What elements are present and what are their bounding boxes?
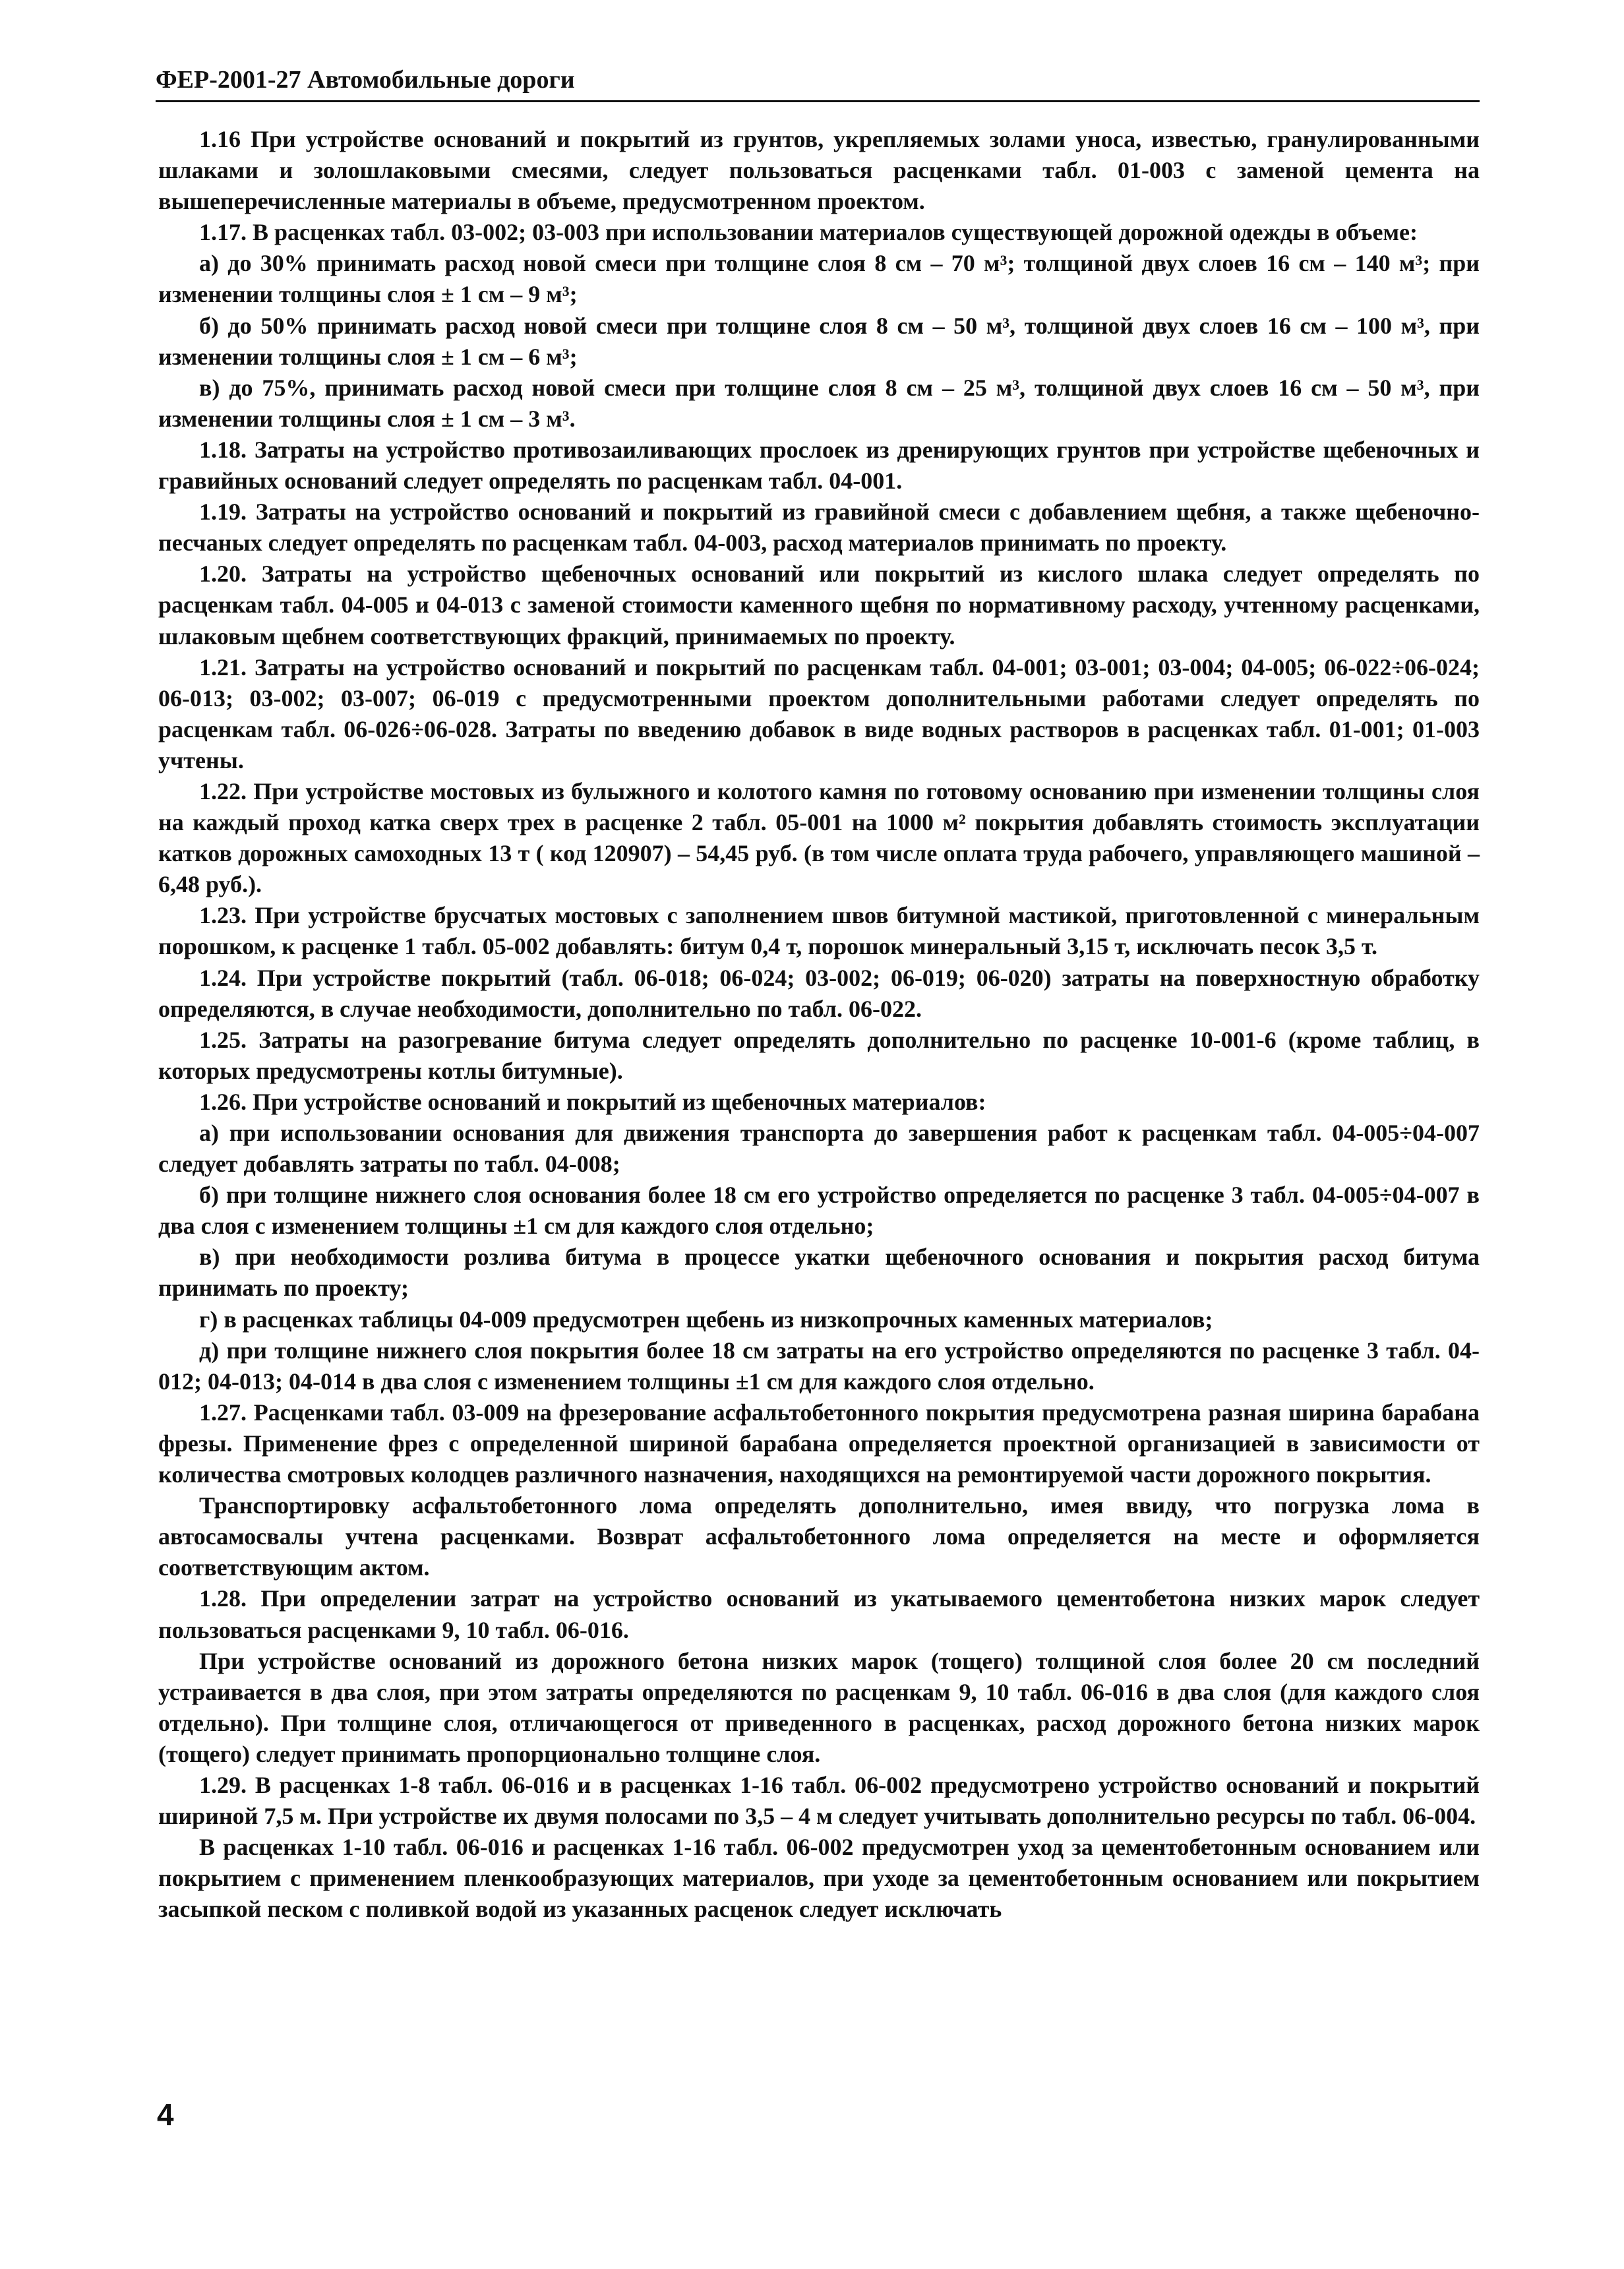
paragraph-1-26-b: б) при толщине нижнего слоя основания более 18 см его устройство определяется по расценке 3 табл. 04-005÷04-007 в два слоя с изменением толщины ±1 см для каждого слоя отдельно; bbox=[158, 1182, 1480, 1240]
paragraph-1-24: 1.24. При устройстве покрытий (табл. 06-018; 06-024; 03-002; 06-019; 06-020) затраты на поверхностную обработку определяются, в случае необходимости, дополнительно по табл. 06-022. bbox=[158, 964, 1480, 1022]
paragraph-1-21: 1.21. Затраты на устройство оснований и покрытий по расценкам табл. 04-001; 03-001; 03-004; 04-005; 06-022÷06-024; 06-013; 03-002; 03-007; 06-019 с предусмотренными проектом дополнительными работами следует определять по расценкам табл. 06-026÷06-028. Затраты по введению добавок в виде водных растворов в расценках табл. 01-001; 01-003 учтены. bbox=[158, 653, 1480, 773]
paragraph-1-16: 1.16 При устройстве оснований и покрытий из грунтов, укрепляемых золами уноса, известью, гранулированными шлаками и золошлаковыми смесями, следует пользоваться расценками табл. 01-003 с заменой цемента на вышеперечисленные материалы в объеме, предусмотренном проектом. bbox=[158, 126, 1480, 215]
paragraph-1-29: 1.29. В расценках 1-8 табл. 06-016 и в расценках 1-16 табл. 06-002 предусмотрено устройство оснований и покрытий шириной 7,5 м. При устройстве их двумя полосами по 3,5 – 4 м следует учитывать дополнительно ресурсы по табл. 06-004. bbox=[158, 1771, 1480, 1830]
page-number: 4 bbox=[157, 2098, 174, 2132]
paragraph-1-26-v: в) при необходимости розлива битума в процессе укатки щебеночного основания и покрытия расход битума принимать по проекту; bbox=[158, 1244, 1480, 1302]
paragraph-1-17: 1.17. В расценках табл. 03-002; 03-003 при использовании материалов существующей дорожной одежды в объеме: bbox=[199, 219, 1418, 246]
paragraph-1-29-care: В расценках 1-10 табл. 06-016 и расценках 1-16 табл. 06-002 предусмотрен уход за цементобетонным основанием или покрытием с применением пленкообразующих материалов, при уходе за цементобетонным основанием или покрытием засыпкой песком с поливкой водой из указанных расценок следует исключать bbox=[158, 1834, 1480, 1923]
paragraph-1-26-d: д) при толщине нижнего слоя покрытия более 18 см затраты на его устройство определяются по расценке 3 табл. 04-012; 04-013; 04-014 в два слоя с изменением толщины ±1 см для каждого слоя отдельно. bbox=[158, 1337, 1480, 1395]
paragraph-1-17-v: в) до 75%, принимать расход новой смеси при толщине слоя 8 см – 25 м³, толщиной двух слоев 16 см – 50 м³, при изменении толщины слоя ± 1 см – 3 м³. bbox=[158, 374, 1480, 432]
paragraph-1-17-a: а) до 30% принимать расход новой смеси при толщине слоя 8 см – 70 м³; толщиной двух слоев 16 см – 140 м³; при изменении толщины слоя ± 1 см – 9 м³; bbox=[158, 250, 1480, 308]
paragraph-1-23: 1.23. При устройстве брусчатых мостовых с заполнением швов битумной мастикой, приготовленной с минеральным порошком, к расценке 1 табл. 05-002 добавлять: битум 0,4 т, порошок минеральный 3,15 т, исключать песок 3,5 т. bbox=[158, 902, 1480, 960]
paragraph-1-28: 1.28. При определении затрат на устройство оснований из укатываемого цементобетона низких марок следует пользоваться расценками 9, 10 табл. 06-016. bbox=[158, 1585, 1480, 1643]
paragraph-1-26-g: г) в расценках таблицы 04-009 предусмотрен щебень из низкопрочных каменных материалов; bbox=[199, 1306, 1213, 1333]
paragraph-1-17-b: б) до 50% принимать расход новой смеси при толщине слоя 8 см – 50 м³, толщиной двух слоев 16 см – 100 м³, при изменении толщины слоя ± 1 см – 6 м³; bbox=[158, 312, 1480, 370]
paragraph-1-19: 1.19. Затраты на устройство оснований и покрытий из гравийной смеси с добавлением щебня, а также щебеночно-песчаных следует определять по расценкам табл. 04-003, расход материалов принимать по проекту. bbox=[158, 499, 1480, 557]
paragraph-1-18: 1.18. Затраты на устройство противозаиливающих прослоек из дренирующих грунтов при устройстве щебеночных и гравийных оснований следует определять по расценкам табл. 04-001. bbox=[158, 436, 1480, 495]
paragraph-1-22: 1.22. При устройстве мостовых из булыжного и колотого камня по готовому основанию при изменении толщины слоя на каждый проход катка сверх трех в расценке 2 табл. 05-001 на 1000 м² покрытия добавлять стоимость эксплуатации катков дорожных самоходных 13 т ( код 120907) – 54,45 руб. (в том числе оплата труда рабочего, управляющего машиной – 6,48 руб.). bbox=[158, 777, 1480, 898]
paragraph-1-20: 1.20. Затраты на устройство щебеночных оснований или покрытий из кислого шлака следует определять по расценкам табл. 04-005 и 04-013 с заменой стоимости каменного щебня по нормативному расходу, учтенному расценками, шлаковым щебнем соответствующих фракций, принимаемых по проекту. bbox=[158, 560, 1480, 650]
paragraph-1-26-a: а) при использовании основания для движения транспорта до завершения работ к расценкам табл. 04-005÷04-007 следует добавлять затраты по табл. 04-008; bbox=[158, 1120, 1480, 1178]
paragraph-1-28-lean-concrete: При устройстве оснований из дорожного бетона низких марок (тощего) толщиной слоя более 20 см последний устраивается в два слоя, при этом затраты определяются по расценкам 9, 10 табл. 06-016 в два слоя (для каждого слоя отдельно). При толщине слоя, отличающегося от приведенного в расценках, расход дорожного бетона низких марок (тощего) следует принимать пропорционально толщине слоя. bbox=[158, 1647, 1480, 1767]
paragraph-1-25: 1.25. Затраты на разогревание битума следует определять дополнительно по расценке 10-001-6 (кроме таблиц, в которых предусмотрены котлы битумные). bbox=[158, 1026, 1480, 1084]
running-header: ФЕР-2001-27 Автомобильные дороги bbox=[156, 63, 1480, 102]
paragraph-1-27: 1.27. Расценками табл. 03-009 на фрезерование асфальтобетонного покрытия предусмотрена разная ширина барабана фрезы. Применение фрез с определенной шириной барабана определяется проектной организацией в зависимости от количества смотровых колодцев различного назначения, находящихся на ремонтируемой части дорожного покрытия. bbox=[158, 1399, 1480, 1488]
paragraph-1-27-transport: Транспортировку асфальтобетонного лома определять дополнительно, имея ввиду, что погрузка лома в автосамосвалы учтена расценками. Возврат асфальтобетонного лома определяется на месте и оформляется соответствующим актом. bbox=[158, 1492, 1480, 1581]
paragraph-1-26: 1.26. При устройстве оснований и покрытий из щебеночных материалов: bbox=[199, 1088, 986, 1115]
document-body bbox=[158, 124, 1480, 1925]
